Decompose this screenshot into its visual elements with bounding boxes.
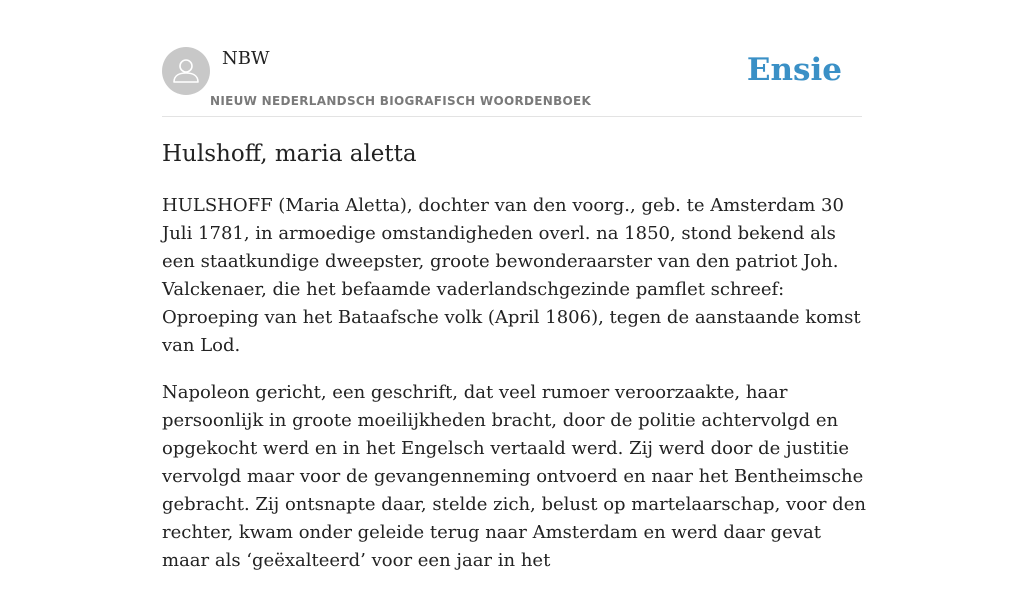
- source-avatar[interactable]: [162, 47, 210, 95]
- article-title: Hulshoff, maria aletta: [162, 141, 417, 167]
- brand-logo[interactable]: Ensie: [746, 52, 842, 88]
- article-paragraph: HULSHOFF (Maria Aletta), dochter van den voorg., geb. te Amsterdam 30 Juli 1781, in armoedige omstandigheden overl. na 1850, stond bekend als een staatkundige dweepster, groote bewonderaarster van den patriot Joh. Valckenaer, die het befaamde vaderlandschgezinde pamflet schreef: Oproeping van het Bataafsche volk (April 1806), tegen de aanstaande komst van Lod.: [162, 195, 861, 356]
- source-full-name: NIEUW NEDERLANDSCH BIOGRAFISCH WOORDENBOEK: [210, 94, 592, 108]
- article-paragraph: Napoleon gericht, een geschrift, dat veel rumoer veroorzaakte, haar persoonlijk in groote moeilijkheden bracht, door de politie achtervolgd en opgekocht werd en in het Engelsch vertaald werd. Zij werd door de justitie vervolgd maar voor de gevangenneming ontvoerd en naar het Bentheimsche gebracht. Zij ontsnapte daar, stelde zich, belust op martelaarschap, voor den rechter, kwam onder geleide terug naar Amsterdam en werd daar gevat maar als ‘geëxalteerd’ voor een jaar in het: [162, 382, 866, 571]
- user-silhouette-icon: [162, 47, 210, 95]
- article-body: [162, 192, 867, 594]
- source-name[interactable]: NBW: [222, 48, 270, 69]
- source-header: [162, 46, 862, 117]
